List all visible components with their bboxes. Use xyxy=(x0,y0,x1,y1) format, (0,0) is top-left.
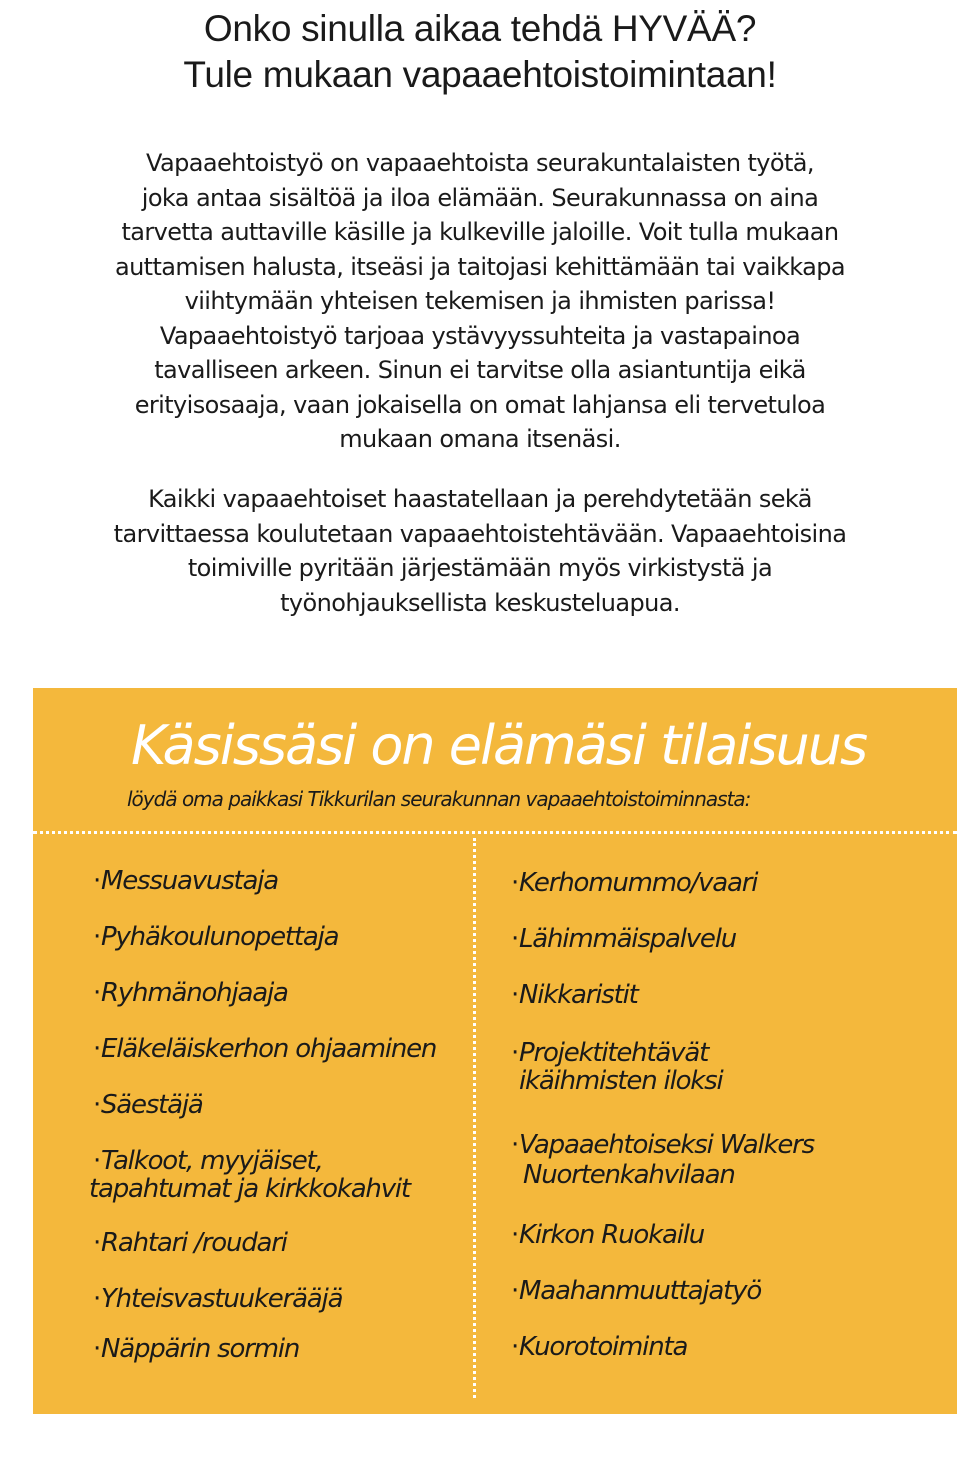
page-heading xyxy=(0,6,960,98)
bullet-icon: · xyxy=(511,1220,519,1250)
list-item xyxy=(93,865,278,897)
intro-line: tavalliseen arkeen. Sinun ei tarvitse olla asiantuntija eikä xyxy=(154,356,806,384)
bullet-icon: · xyxy=(511,1038,519,1068)
list-item-label: Rahtari /roudari xyxy=(101,1228,287,1258)
list-item-label: Eläkeläiskerhon ohjaaminen xyxy=(101,1034,437,1064)
horizontal-divider xyxy=(33,831,957,834)
box-title: Käsissäsi on elämäsi tilaisuus xyxy=(131,714,867,777)
list-item xyxy=(511,979,638,1011)
bullet-icon: · xyxy=(93,1090,101,1120)
list-item xyxy=(511,1037,723,1097)
list-item xyxy=(93,1283,342,1315)
list-item-label: Kuorotoiminta xyxy=(519,1332,688,1362)
list-item-label: Kerhomummo/vaari xyxy=(519,868,758,898)
list-item-label: Kirkon Ruokailu xyxy=(519,1220,705,1250)
bullet-icon: · xyxy=(511,1276,519,1306)
bullet-icon: · xyxy=(93,978,101,1008)
bullet-icon: · xyxy=(93,1034,101,1064)
intro-paragraph xyxy=(40,146,920,457)
bullet-icon: · xyxy=(93,1334,101,1364)
bullet-icon: · xyxy=(93,866,101,896)
list-item xyxy=(511,1129,814,1191)
intro-line: viihtymään yhteisen tekemisen ja ihmisten parissa! xyxy=(184,287,776,315)
list-item-label: Lähimmäispalvelu xyxy=(519,924,737,954)
list-item-label: Säestäjä xyxy=(101,1090,203,1120)
intro-line: erityisosaaja, vaan jokaisella on omat lahjansa eli tervetuloa xyxy=(134,390,826,419)
bullet-icon: · xyxy=(93,922,101,952)
opportunities-box xyxy=(33,688,957,1414)
heading-line-2: Tule mukaan vapaaehtoistoimintaan! xyxy=(183,54,777,95)
support-line: toimiville pyritään järjestämään myös virkistystä ja xyxy=(187,554,773,582)
list-item xyxy=(89,1145,410,1205)
box-subtitle: löydä oma paikkasi Tikkurilan seurakunnan vapaaehtoistoiminnasta: xyxy=(127,787,751,811)
list-item-label: Messuavustaja xyxy=(101,866,279,896)
support-line: Kaikki vapaaehtoiset haastatellaan ja perehdytetään sekä xyxy=(148,485,812,513)
list-item xyxy=(511,923,736,955)
list-item xyxy=(511,867,757,899)
bullet-icon: · xyxy=(511,1332,519,1362)
bullet-icon: · xyxy=(511,868,519,898)
vertical-divider xyxy=(473,838,476,1398)
list-item xyxy=(93,1333,299,1365)
list-item xyxy=(511,1219,704,1251)
list-item-label: Yhteisvastuukerääjä xyxy=(101,1284,343,1314)
list-item-label: Ryhmänohjaaja xyxy=(101,978,288,1008)
list-item-label-continued: tapahtumat ja kirkkokahvit xyxy=(89,1174,410,1204)
list-item xyxy=(93,1033,436,1065)
list-item xyxy=(93,1227,287,1259)
list-item-label: Nikkaristit xyxy=(519,980,638,1010)
list-item xyxy=(93,1089,203,1121)
list-item-label: Pyhäkoulunopettaja xyxy=(101,922,339,952)
intro-line: auttamisen halusta, itseäsi ja taitojasi kehittämään tai vaikkapa xyxy=(114,252,846,281)
list-item-label: Maahanmuuttajatyö xyxy=(519,1276,762,1306)
bullet-icon: · xyxy=(511,924,519,954)
list-item-label: Vapaaehtoiseksi Walkers xyxy=(519,1130,814,1160)
list-item xyxy=(93,977,288,1009)
list-item-label: Talkoot, myyjäiset, xyxy=(101,1146,323,1176)
bullet-icon: · xyxy=(93,1228,101,1258)
intro-line: Vapaaehtoistyö on vapaaehtoista seurakuntalaisten työtä, xyxy=(146,149,814,177)
list-item xyxy=(511,1275,761,1307)
list-item-label-continued: Nuortenkahvilaan xyxy=(523,1160,735,1190)
list-item-label: Projektitehtävät xyxy=(519,1038,709,1068)
bullet-icon: · xyxy=(93,1284,101,1314)
volunteer-support-paragraph xyxy=(40,482,920,620)
bullet-icon: · xyxy=(511,980,519,1010)
list-item xyxy=(511,1331,687,1363)
list-item xyxy=(93,921,338,953)
list-item-label: Näppärin sormin xyxy=(101,1334,300,1364)
intro-line: joka antaa sisältöä ja iloa elämään. Seurakunnassa on aina xyxy=(141,183,819,212)
bullet-icon: · xyxy=(93,1146,101,1176)
intro-line: tarvetta auttaville käsille ja kulkeville jaloille. Voit tulla mukaan xyxy=(121,218,839,246)
support-line: tarvittaessa koulutetaan vapaaehtoistehtävään. Vapaaehtoisina xyxy=(113,519,847,548)
intro-line: mukaan omana itsenäsi. xyxy=(339,425,621,453)
intro-line: Vapaaehtoistyö tarjoaa ystävyyssuhteita ja vastapainoa xyxy=(159,321,801,350)
heading-line-1: Onko sinulla aikaa tehdä HYVÄÄ? xyxy=(203,8,757,49)
support-line: työnohjauksellista keskusteluapua. xyxy=(280,588,680,617)
bullet-icon: · xyxy=(511,1130,519,1160)
list-item-label-continued: ikäihmisten iloksi xyxy=(519,1066,723,1096)
